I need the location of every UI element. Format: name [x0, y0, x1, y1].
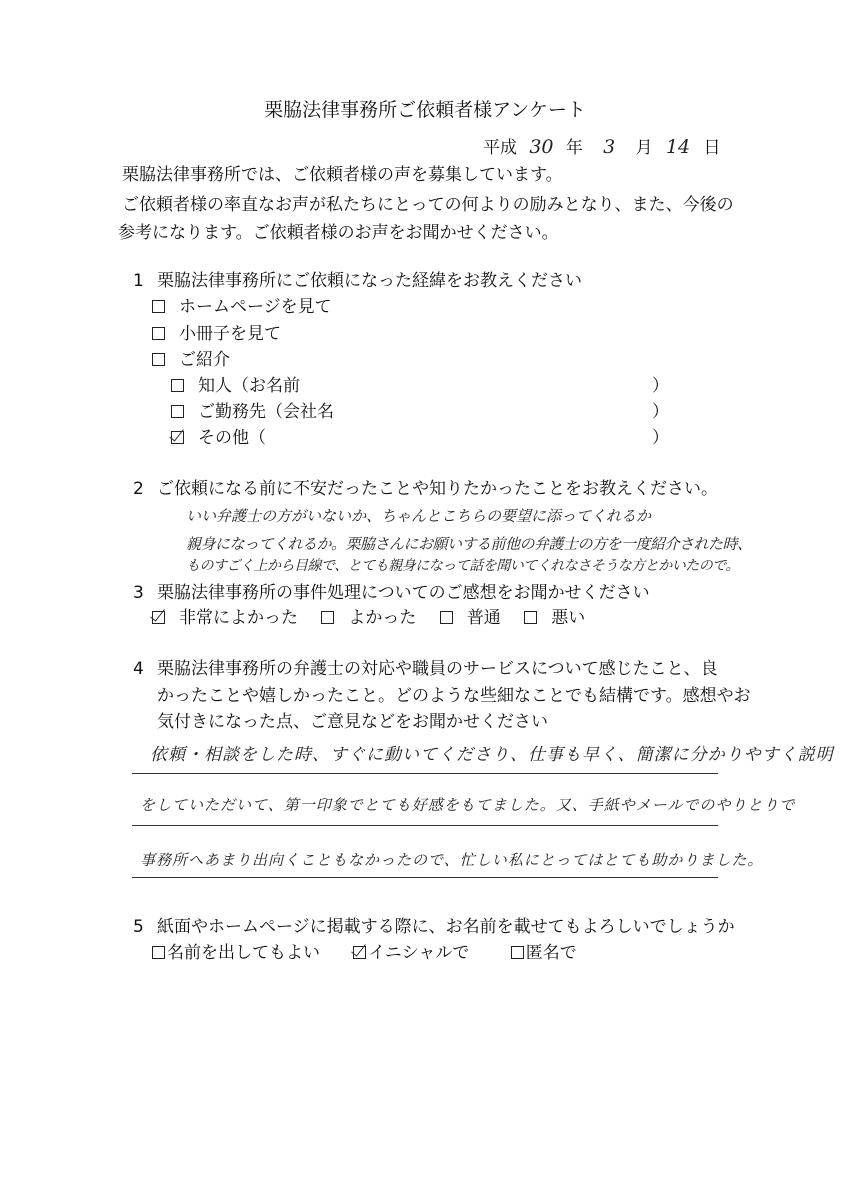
close-paren: ） — [652, 376, 669, 396]
option-label: 普通 — [466, 608, 501, 628]
question-number: 4 — [133, 659, 144, 679]
question-text: ご依頼になる前に不安だったことや知りたかったことをお教えください。 — [157, 479, 718, 499]
q1-sub-option-workplace[interactable] — [171, 397, 334, 422]
month-label: 月 — [635, 138, 653, 158]
q5-option-anonymous[interactable] — [511, 943, 577, 963]
q3-option-very-good[interactable] — [152, 608, 298, 628]
option-label: ホームページを見て — [179, 297, 332, 317]
option-label: ご紹介 — [179, 350, 230, 370]
form-title: 栗脇法律事務所ご依頼者様アンケート — [264, 99, 586, 121]
option-label: イニシャルで — [368, 943, 470, 963]
q1-option-referral[interactable] — [152, 345, 230, 370]
checkbox[interactable] — [511, 946, 524, 959]
option-label: 悪い — [551, 608, 586, 628]
q1-option-homepage[interactable] — [152, 292, 332, 317]
question-number: 5 — [133, 917, 144, 937]
q5-option-real-name[interactable] — [152, 943, 320, 963]
option-label: 非常によかった — [179, 608, 298, 628]
q2-answer-line[interactable]: ものすごく上から目線で、とても親身になって話を聞いてくれなさそうな方とかいたので。 — [186, 558, 739, 574]
checkbox[interactable] — [152, 353, 165, 366]
checkbox[interactable] — [152, 300, 165, 313]
q2-answer-line[interactable]: いい弁護士の方がいないか、ちゃんとこちらの要望に添ってくれるか — [186, 507, 652, 525]
option-label: その他（ — [198, 428, 266, 448]
q5-option-initials[interactable] — [353, 943, 469, 963]
era-label: 平成 — [483, 138, 517, 158]
checkbox[interactable] — [440, 611, 453, 624]
checkbox[interactable] — [524, 611, 537, 624]
question-number: 2 — [133, 479, 144, 499]
option-label: ご勤務先（会社名 — [198, 402, 334, 422]
question-1 — [133, 266, 582, 291]
month-value[interactable]: 3 — [603, 136, 616, 158]
question-3 — [133, 578, 650, 603]
close-paren: ） — [652, 402, 669, 422]
checkbox-checked[interactable] — [152, 611, 165, 624]
checkbox-checked[interactable] — [171, 431, 184, 444]
q1-sub-option-acquaintance[interactable] — [171, 371, 300, 396]
q3-option-bad[interactable] — [524, 608, 585, 628]
question-text: 栗脇法律事務所の事件処理についてのご感想をお聞かせください — [157, 583, 650, 603]
checkbox[interactable] — [152, 946, 165, 959]
question-5 — [133, 912, 735, 937]
checkbox[interactable] — [171, 379, 184, 392]
q1-option-booklet[interactable] — [152, 319, 281, 344]
day-value[interactable]: 14 — [665, 136, 691, 158]
question-2 — [133, 474, 718, 499]
year-label: 年 — [565, 138, 583, 158]
intro-line: ご依頼者様の率直なお声が私たちにとっての何よりの励みとなり、また、今後の — [122, 195, 734, 215]
question-text: 気付きになった点、ご意見などをお聞かせください — [157, 712, 548, 732]
checkbox-checked[interactable] — [353, 946, 366, 959]
question-text: 栗脇法律事務所の弁護士の対応や職員のサービスについて感じたこと、良 — [157, 659, 718, 679]
q3-options — [152, 603, 585, 628]
question-text: かったことや嬉しかったこと。どのような些細なことでも結構です。感想やお — [157, 686, 751, 706]
q4-answer-line[interactable]: 事務所へあまり出向くこともなかったので、忙しい私にとってはとても助かりました。 — [140, 851, 764, 869]
answer-rule — [132, 773, 718, 774]
checkbox[interactable] — [321, 611, 334, 624]
option-label: 匿名で — [525, 943, 577, 963]
option-label: 名前を出してもよい — [167, 943, 320, 963]
q4-answer-line[interactable]: をしていただいて、第一印象でとても好感をもてました。又、手紙やメールでのやりとりで — [140, 796, 796, 814]
question-number: 1 — [133, 271, 144, 291]
date-line — [483, 133, 720, 158]
question-number: 3 — [133, 583, 144, 603]
intro-line: 栗脇法律事務所では、ご依頼者様の声を募集しています。 — [122, 165, 563, 185]
q2-answer-line[interactable]: 親身になってくれるか。栗脇さんにお願いする前他の弁護士の方を一度紹介された時、 — [186, 535, 752, 553]
checkbox[interactable] — [171, 405, 184, 418]
year-value[interactable]: 30 — [529, 136, 554, 158]
q3-option-average[interactable] — [440, 608, 501, 628]
q4-answer-line[interactable]: 依頼・相談をした時、すぐに動いてくださり、仕事も早く、簡潔に分かりやすく説明 — [150, 745, 834, 765]
option-label: 知人（お名前 — [198, 376, 300, 396]
q1-sub-option-other[interactable] — [171, 423, 266, 448]
option-label: 小冊子を見て — [179, 324, 281, 344]
q5-options — [152, 938, 577, 963]
answer-rule — [132, 877, 718, 878]
intro-line: 参考になります。ご依頼者様のお声をお聞かせください。 — [118, 223, 559, 243]
close-paren: ） — [652, 428, 669, 448]
answer-rule — [132, 825, 718, 826]
option-label: よかった — [348, 608, 417, 628]
checkbox[interactable] — [152, 327, 165, 340]
question-text: 栗脇法律事務所にご依頼になった経緯をお教えください — [157, 271, 582, 291]
question-4 — [133, 654, 718, 679]
q3-option-good[interactable] — [321, 608, 416, 628]
question-text: 紙面やホームページに掲載する際に、お名前を載せてもよろしいでしょうか — [157, 917, 735, 937]
day-label: 日 — [703, 138, 721, 158]
